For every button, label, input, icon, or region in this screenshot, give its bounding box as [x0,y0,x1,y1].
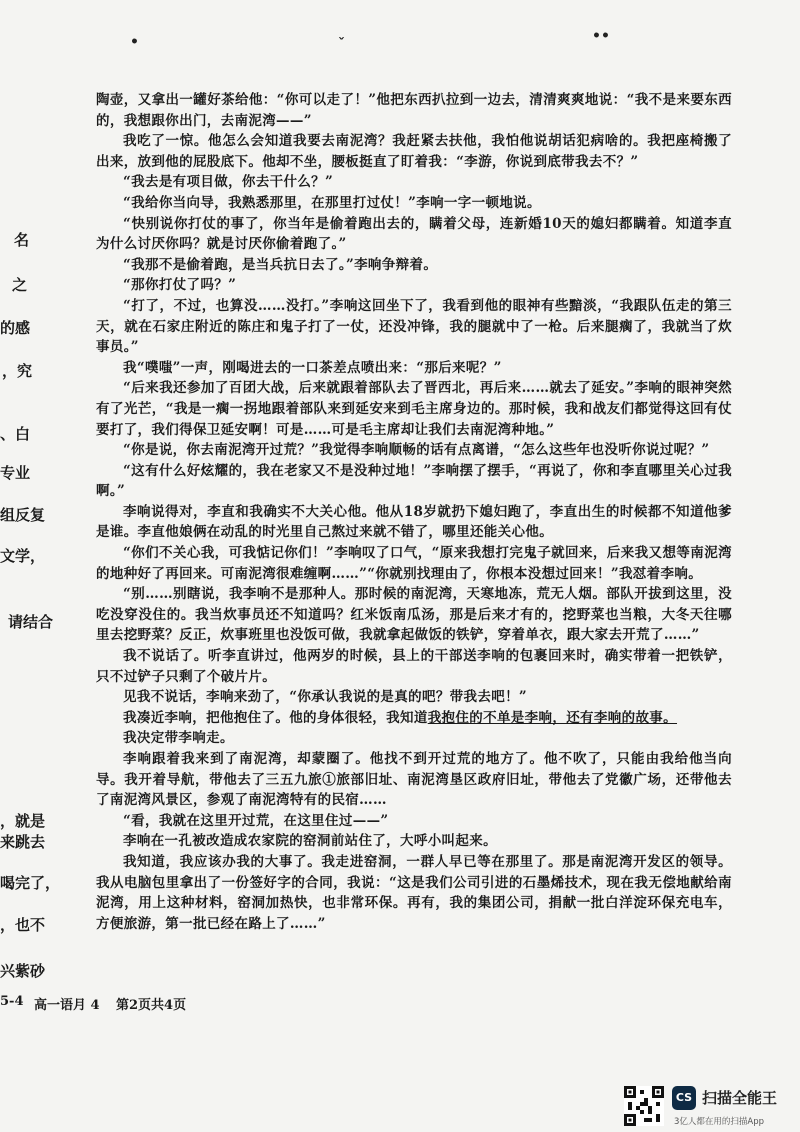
paragraph: “看，我就在这里开过荒，在这里住过——” [123,812,389,829]
paragraph: “我去是有项目做，你去干什么？” [123,174,334,191]
paragraph: “别……别瞎说，我李响不是那种人。那时候的南泥湾，天寒地冻，荒无人烟。部队开拔到这里，没吃没穿没住的。我当炊事员还不知道吗？红米饭南瓜汤，那是后来才有的，挖野菜也当粮，大冬天往哪里去挖野菜？反正，炊事班里也没饭可做，我就拿起做饭的铁铲，穿着单衣，跟大家去开荒了……” [96,586,732,644]
paragraph: 我决定带李响走。 [123,730,234,747]
scanner-logo-icon: CS [672,1086,696,1110]
text-run: 我凑近李响，把他抱住了。他的身体很轻，我知道 [123,709,428,726]
footer-page-number: 第2页共4页 [116,998,187,1013]
paragraph: “我那不是偷着跑，是当兵抗日去了。”李响争辩着。 [123,256,438,273]
paragraph: 我吃了一惊。他怎么会知道我要去南泥湾？我赶紧去扶他，我怕他说胡话犯病啥的。我把座椅搬了出来，放到他的屁股底下。他却不坐，腰板挺直了盯着我：“李游，你说到底带我去不？” [96,133,732,170]
qr-code-icon [624,1086,664,1126]
paragraph: 李响跟着我来到了南泥湾，却蒙圈了。他找不到开过荒的地方了。他不吹了，只能由我给他当向导。我开着导航，带他去了三五九旅①旅部旧址、南泥湾垦区政府旧址，带他去了党徽广场，还带他去了南泥湾风景区，参观了南泥湾特有的民宿…… [96,751,732,809]
paragraph: “后来我还参加了百团大战，后来就跟着部队去了晋西北，再后来……就去了延安。”李响的眼神突然有了光芒，“我是一瘸一拐地跟着部队来到延安来到毛主席身边的。那时候，我和战友们都觉得这回有仗要打了，我们得保卫延安啊！可是……可是毛主席却让我们去南泥湾种地。” [96,380,732,438]
margin-fragment: ，究 [2,362,33,380]
margin-fragment: ，也不 [0,916,46,934]
paragraph: “快别说你打仗的事了，你当年是偷着跑出去的，瞒着父母，连新婚10天的媳妇都瞒着。知道李直为什么讨厌你吗？就是讨厌你偷着跑了。” [96,215,732,253]
scanner-app-name: 扫描全能王 [702,1089,778,1107]
paragraph: “我给你当向导，我熟悉那里，在那里打过仗！”李响一字一顿地说。 [123,194,541,211]
footer-course: 高一语月 4 [34,998,100,1013]
margin-fragment: 喝完了， [0,874,61,892]
scanner-tagline: 3亿人都在用的扫描App [674,1117,765,1127]
paragraph: 李响在一孔被改造成农家院的窑洞前站住了，大呼小叫起来。 [123,833,497,850]
paragraph: 我“噗嗤”一声，刚喝进去的一口茶差点喷出来：“那后来呢？” [123,359,502,376]
margin-fragment: 兴紫砂 [0,962,46,980]
paragraph: “你是说，你去南泥湾开过荒？”我觉得李响顺畅的话有点离谱，“怎么这些年也没听你说过呢？” [123,442,710,459]
paragraph: 李响说得对，李直和我确实不大关心他。他从18岁就扔下媳妇跑了，李直出生的时候都不知道他爹是谁。李直他娘俩在动乱的时光里自己熬过来就不错了，哪里还能关心他。 [96,503,732,541]
margin-fragment: 的感 [0,319,31,337]
margin-fragment: 专业 [0,464,31,482]
margin-fragment: 来跳去 [0,833,46,851]
story-text [96,90,732,934]
paragraph: 陶壶，又拿出一罐好茶给他：“你可以走了！”他把东西扒拉到一边去，清清爽爽地说：“我不是来要东西的，我想跟你出门，去南泥湾——” [96,92,732,129]
scan-mark: • [130,34,139,50]
paragraph: “那你打仗了吗？” [123,277,237,294]
margin-fragment: ，就是 [0,812,46,830]
footer-code: 5-4 [0,994,24,1009]
margin-fragment: 名 [14,231,30,249]
left-margin-bleed [0,0,70,990]
paragraph: 我知道，我应该办我的大事了。我走进窑洞，一群人早已等在那里了。那是南泥湾开发区的领导。我从电脑包里拿出了一份签好字的合同，我说：“这是我们公司引进的石墨烯技术，现在我无偿地献给南泥湾，用上这种材料，窑洞加热快，也非常环保。再有，我的集团公司，捐献一批白洋淀环保充电车，方便旅游，第一批已经在路上了……” [96,853,732,932]
margin-fragment: 请结合 [8,613,54,631]
underlined-sentence: 我抱住的不单是李响，还有李响的故事。 [427,709,678,726]
paragraph: 见我不说话，李响来劲了，“你承认我说的是真的吧？带我去吧！” [123,689,528,706]
margin-fragment: 之 [12,276,28,294]
scanner-watermark [672,1084,792,1128]
scan-mark: ˇ [338,36,345,52]
scan-mark: •• [592,28,610,44]
paragraph: “打了，不过，也算没……没打。”李响这回坐下了，我看到他的眼神有些黯淡，“我跟队伍走的第三天，就在石家庄附近的陈庄和鬼子打了一仗，还没冲锋，我的腿就中了一枪。后来腿瘸了，我就当了炊事员。” [96,297,732,356]
paragraph-underlined [96,708,732,729]
paragraph: “你们不关心我，可我惦记你们！”李响叹了口气，“原来我想打完鬼子就回来，后来我又想等南泥湾的地种好了再回来。可南泥湾很难缠啊……”“你就别找理由了，你根本没想过回来！”我怼着李响。 [96,545,732,582]
paragraph: “这有什么好炫耀的，我在老家又不是没种过地！”李响摆了摆手，“再说了，你和李直哪里关心过我啊。” [96,462,732,500]
margin-fragment: 文学， [0,547,46,565]
paragraph: 我不说话了。听李直讲过，他两岁的时候，县上的干部送李响的包裹回来时，确实带着一把铁铲，只不过铲子只剩了个破片片。 [96,648,732,685]
margin-fragment: 组反复 [0,506,46,524]
margin-fragment: 、白 [0,425,31,443]
